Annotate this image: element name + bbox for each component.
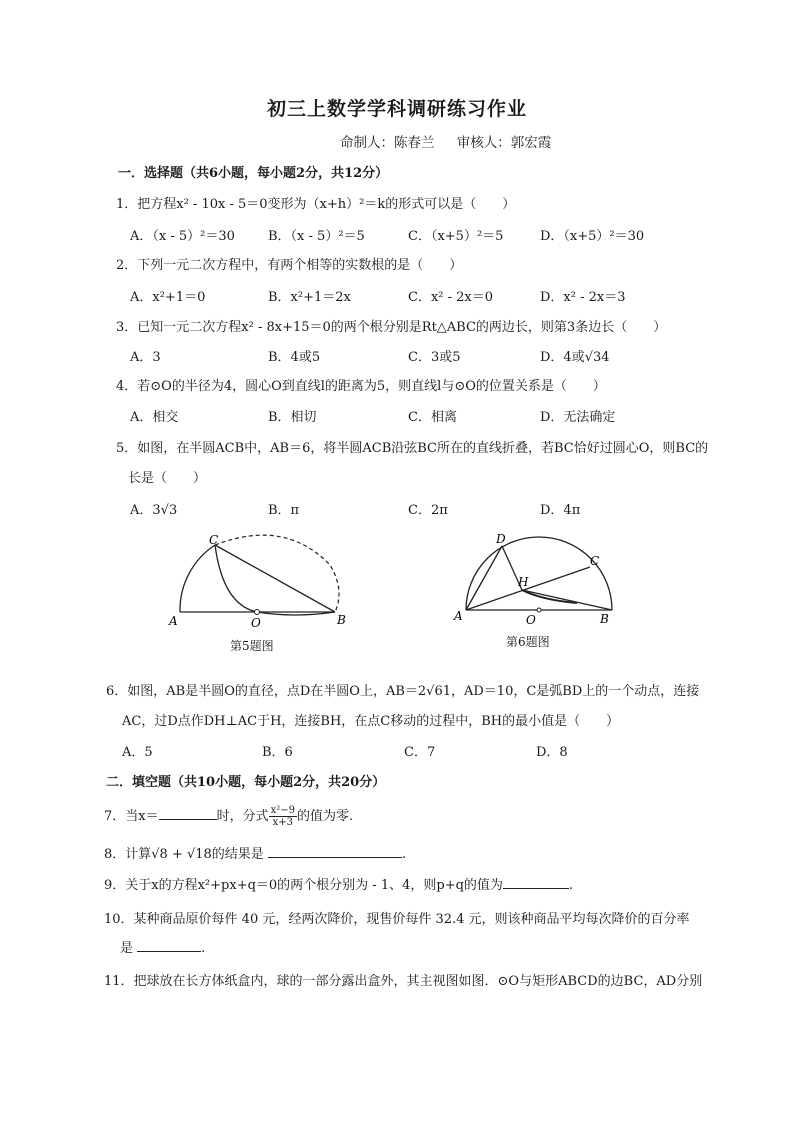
q3-option-a: A．3 [130, 350, 161, 365]
q4-option-b: B．相切 [268, 410, 317, 425]
fig6-label-o: O [526, 613, 536, 627]
question-10-line1: 10．某种商品原价每件 40 元，经两次降价，现售价每件 32.4 元，则该种商品平均每次降价的百分率 [104, 912, 690, 927]
question-9 [104, 874, 573, 893]
fig6-label-d: D [496, 532, 506, 546]
fig5-label-a: A [169, 614, 178, 628]
figure-6-caption: 第6题图 [506, 635, 550, 649]
q7-prefix: 7．当x＝ [104, 809, 159, 824]
q2-option-c: C．x² - 2x＝0 [408, 290, 494, 305]
figure-5-diagram [165, 530, 355, 630]
q3-option-b: B．4或5 [268, 350, 321, 365]
q5-option-c: C．2π [408, 503, 448, 518]
q1-option-d: D．（x+5）²＝30 [540, 229, 645, 244]
q1-option-c: C．（x+5）²＝5 [408, 229, 504, 244]
section-fill-heading: 二．填空题（共10小题，每小题2分，共20分） [106, 775, 386, 790]
q3-option-c: C．3或5 [408, 350, 461, 365]
fig6-label-c: C [590, 554, 600, 568]
fig5-label-c: C [209, 533, 219, 547]
reviewer: 审核人：郭宏霞 [456, 135, 552, 151]
q4-option-c: C．相离 [408, 410, 457, 425]
q5-option-a: A．3√3 [130, 503, 178, 518]
question-6-stem-line2: AC，过D点作DH⊥AC于H，连接BH，在点C移动的过程中，BH的最小值是（ ） [122, 714, 620, 729]
fig6-label-a: A [454, 609, 463, 623]
q7-answer-blank[interactable] [159, 807, 217, 820]
q4-option-a: A．相交 [130, 410, 179, 425]
q8-prefix: 8．计算√8 + √18的结果是 [104, 847, 264, 862]
q6-option-b: B．6 [262, 745, 293, 760]
q2-option-b: B．x²+1＝2x [268, 290, 351, 305]
figure-5-caption: 第5题图 [230, 639, 274, 653]
q8-answer-blank[interactable] [268, 845, 402, 858]
question-5-stem-line1: 5．如图，在半圆ACB中，AB＝6，将半圆ACB沿弦BC所在的直线折叠，若BC恰好过圆心O，则BC的 [116, 441, 709, 456]
question-2-stem: 2．下列一元二次方程中，有两个相等的实数根的是（ ） [116, 258, 463, 273]
q7-middle: 时，分式 [216, 809, 269, 824]
section-choice-heading: 一．选择题（共6小题，每小题2分，共12分） [118, 166, 389, 181]
q7-suffix: 的值为零. [297, 809, 354, 824]
q10-prefix: 是 [120, 941, 134, 956]
q7-numerator: x²−9 [270, 805, 296, 816]
q9-suffix: . [568, 878, 574, 893]
compiler: 命制人：陈春兰 [340, 135, 435, 151]
q10-suffix: . [201, 941, 206, 956]
q2-option-a: A．x²+1＝0 [130, 290, 206, 305]
question-11-stem: 11．把球放在长方体纸盒内，球的一部分露出盒外，其主视图如图．⊙O与矩形ABCD的边BC，AD分别 [104, 974, 703, 989]
q9-prefix: 9．关于x的方程x²+px+q＝0的两个根分别为 - 1、4，则p+q的值为 [104, 878, 503, 893]
question-8 [104, 843, 406, 862]
question-3-stem: 3．已知一元二次方程x² - 8x+15＝0的两个根分别是Rt△ABC的两边长，则第3条边长（ ） [116, 320, 667, 335]
q6-option-d: D．8 [536, 745, 568, 760]
q8-suffix: . [401, 847, 407, 862]
q6-option-c: C．7 [404, 745, 436, 760]
q1-option-b: B．（x - 5）²＝5 [268, 229, 365, 244]
question-4-stem: 4．若⊙O的半径为4，圆心O到直线l的距离为5，则直线l与⊙O的位置关系是（ ） [116, 379, 606, 394]
question-5-stem-line2: 长是（ ） [128, 471, 207, 486]
q5-option-d: D．4π [540, 503, 581, 518]
page-title: 初三上数学学科调研练习作业 [266, 98, 527, 120]
q7-fraction [269, 805, 297, 828]
q9-answer-blank[interactable] [503, 876, 569, 889]
question-6-stem-line1: 6．如图，AB是半圆O的直径，点D在半圆O上，AB＝2√61，AD＝10，C是弧BD上的一个动点，连接 [106, 684, 700, 699]
fig6-label-h: H [518, 575, 529, 589]
question-1-stem: 1．把方程x² - 10x - 5＝0变形为（x+h）²＝k的形式可以是（ ） [116, 197, 516, 212]
q6-option-a: A．5 [122, 745, 153, 760]
fig5-label-o: O [251, 616, 261, 630]
q1-option-a: A．（x - 5）²＝30 [130, 229, 235, 244]
q4-option-d: D．无法确定 [540, 410, 616, 425]
q10-answer-blank[interactable] [137, 939, 201, 952]
fig5-label-b: B [337, 613, 346, 627]
q2-option-d: D．x² - 2x＝3 [540, 290, 626, 305]
fig6-label-b: B [600, 612, 609, 626]
q7-denominator: x+3 [272, 817, 294, 828]
figure-6-diagram [452, 530, 627, 630]
q5-option-b: B．π [268, 503, 300, 518]
authors-line [340, 131, 569, 151]
question-7 [104, 805, 353, 828]
q3-option-d: D．4或√34 [540, 350, 610, 365]
question-10-line2 [120, 937, 205, 956]
